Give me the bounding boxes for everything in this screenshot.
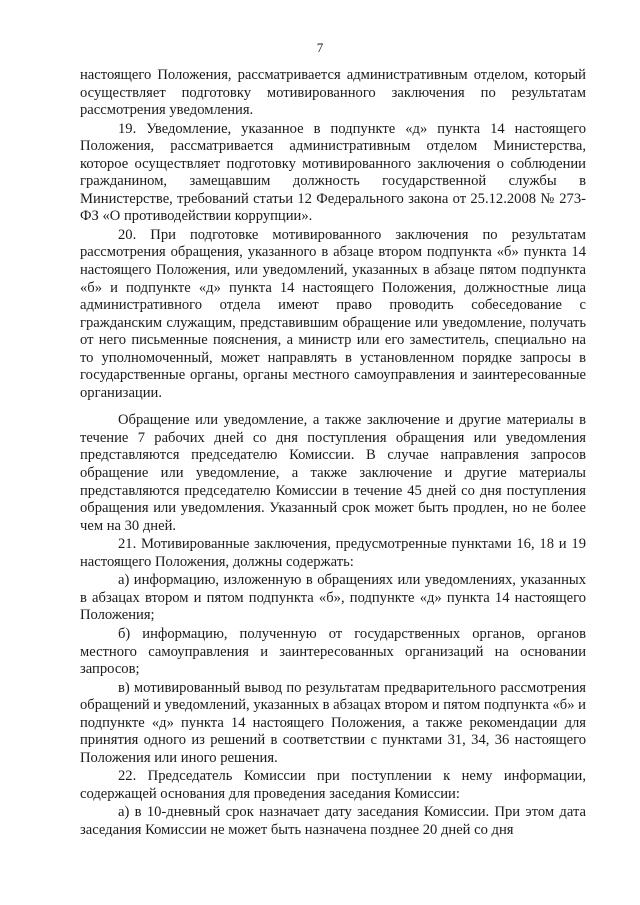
paragraph-19: 19. Уведомление, указанное в подпункте «д» пункта 14 настоящего Положения, рассматривается административным отделом Министерства, которое осуществляет подготовку мотивированного заключения о соблюдении гражданином, замещавшим должность государственной службы в Министерстве, требований статьи 12 Федерального закона от 25.12.2008 № 273-ФЗ «О противодействии коррупции». <box>80 120 586 225</box>
paragraph-continuation: настоящего Положения, рассматривается административным отделом, который осуществляет подготовку мотивированного заключения по результатам рассмотрения уведомления. <box>80 67 586 119</box>
paragraph-22: 22. Председатель Комиссии при поступлении к нему информации, содержащей основания для проведения заседания Комиссии: <box>80 768 586 802</box>
paragraph-22-a: а) в 10-дневный срок назначает дату заседания Комиссии. При этом дата заседания Комиссии не может быть назначена позднее 20 дней со дня <box>80 804 586 838</box>
paragraph-20-appeal: Обращение или уведомление, а также заключение и другие материалы в течение 7 рабочих дней со дня поступления обращения или уведомления представляются председателю Комиссии. В случае направления запросов обращение или уведомление, а также заключение и другие материалы представляются председателю Комиссии в течение 45 дней со дня поступления обращения или уведомления. Указанный срок может быть продлен, но не более чем на 30 дней. <box>80 412 586 534</box>
paragraph-21-a: а) информацию, изложенную в обращениях или уведомлениях, указанных в абзацах втором и пятом подпункта «б», подпункте «д» пункта 14 настоящего Положения; <box>80 572 586 624</box>
document-body <box>80 67 586 840</box>
page-number: 7 <box>316 40 324 55</box>
paragraph-21: 21. Мотивированные заключения, предусмотренные пунктами 16, 18 и 19 настоящего Положения, должны содержать: <box>80 536 586 570</box>
paragraph-20: 20. При подготовке мотивированного заключения по результатам рассмотрения обращения, указанного в абзаце втором подпункта «б» пункта 14 настоящего Положения, или уведомлений, указанных в абзаце пятом подпункта «б» и подпункте «д» пункта 14 настоящего Положения, должностные лица административного отдела имеют право проводить собеседование с гражданским служащим, представившим обращение или уведомление, получать от него письменные пояснения, а министр или его заместитель, специально на то уполномоченный, может направлять в установленном порядке запросы в государственные органы, органы местного самоуправления и заинтересованные организации. <box>80 226 586 401</box>
paragraph-21-v: в) мотивированный вывод по результатам предварительного рассмотрения обращений и уведомлений, указанных в абзацах втором и пятом подпункта «б» и подпункте «д» пункта 14 настоящего Положения, а также рекомендации для принятия одного из решений в соответствии с пунктами 31, 34, 36 настоящего Положения или иного решения. <box>80 679 586 766</box>
paragraph-21-b: б) информацию, полученную от государственных органов, органов местного самоуправления и заинтересованных организаций на основании запросов; <box>80 625 586 678</box>
